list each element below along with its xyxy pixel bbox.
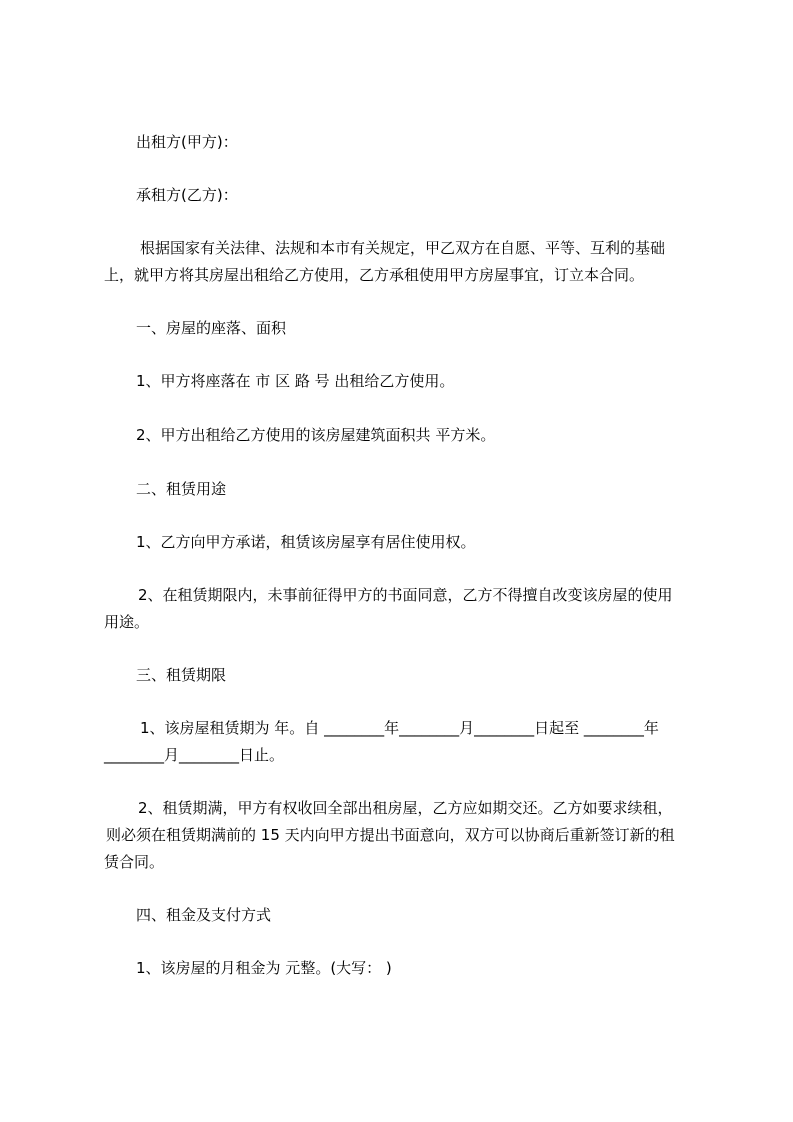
section-2-title: 二、租赁用途 — [136, 480, 227, 498]
party-b-label: 承租方(乙方)： — [136, 186, 238, 204]
section-3-item-1-line-1: 1、该房屋租赁期为 年。自 ________年________月________日起至 ________年 — [140, 719, 659, 737]
section-3-item-2-line-1: 2、租赁期满，甲方有权收回全部出租房屋，乙方应如期交还。乙方如要求续租， — [138, 799, 673, 817]
section-3-title: 三、租赁期限 — [136, 666, 227, 684]
section-3-item-1-line-2: ________月________日止。 — [104, 746, 285, 764]
section-1-item-1: 1、甲方将座落在 市 区 路 号 出租给乙方使用。 — [136, 372, 455, 390]
section-3-item-2-line-3: 赁合同。 — [104, 853, 165, 871]
preamble-line-2: 上，就甲方将其房屋出租给乙方使用，乙方承租使用甲方房屋事宜，订立本合同。 — [104, 266, 645, 284]
section-3-item-2-line-2: 则必须在租赁期满前的 15 天内向甲方提出书面意向，双方可以协商后重新签订新的租 — [106, 826, 675, 844]
party-a-label: 出租方(甲方)： — [136, 133, 238, 151]
section-2-item-2-line-1: 2、在租赁期限内，未事前征得甲方的书面同意，乙方不得擅自改变该房屋的使用 — [138, 586, 673, 604]
section-2-item-2-line-2: 用途。 — [104, 613, 150, 631]
section-4-item-1: 1、该房屋的月租金为 元整。(大写： ) — [136, 959, 392, 977]
section-2-item-1: 1、乙方向甲方承诺，租赁该房屋享有居住使用权。 — [136, 533, 476, 551]
section-4-title: 四、租金及支付方式 — [136, 906, 272, 924]
section-1-title: 一、房屋的座落、面积 — [136, 319, 287, 337]
section-1-item-2: 2、甲方出租给乙方使用的该房屋建筑面积共 平方米。 — [136, 426, 496, 444]
preamble-line-1: 根据国家有关法律、法规和本市有关规定，甲乙双方在自愿、平等、互利的基础 — [140, 239, 666, 257]
